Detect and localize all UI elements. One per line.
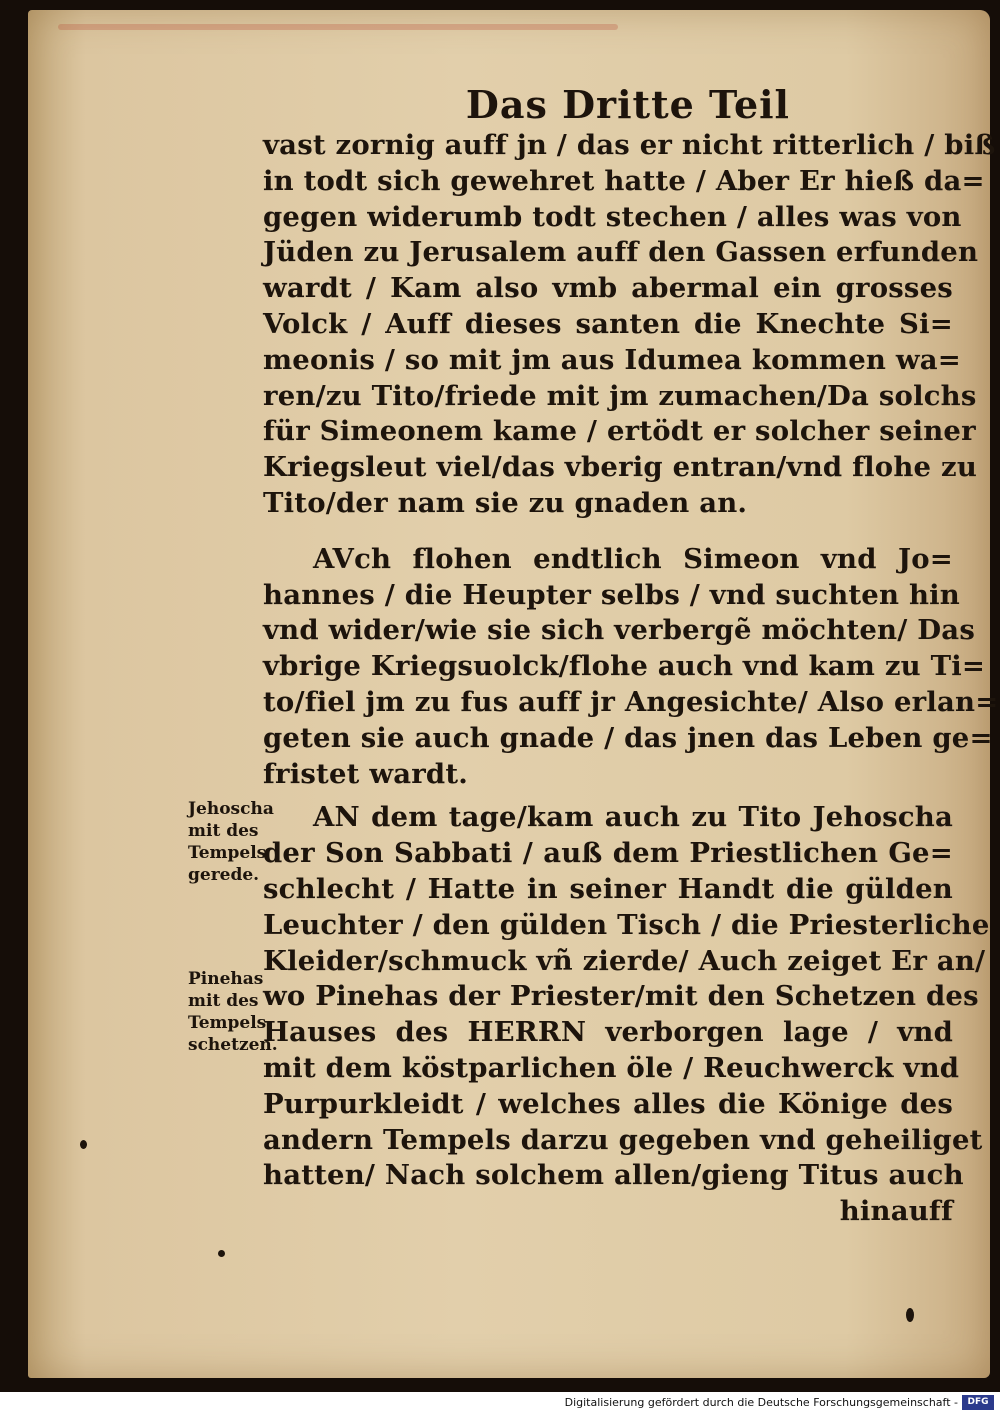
ink-speck — [80, 1140, 87, 1149]
marginal-note-line: Pinehas — [188, 969, 264, 989]
text-line: meonis / so mit jm aus Idumea kommen wa= — [263, 343, 962, 376]
text-line: fristet wardt. — [263, 757, 469, 790]
text-line: Hauses des HERRN verborgen lage / vnd — [263, 1016, 953, 1049]
text-line: mit dem köstparlichen öle / Reuchwerck vnd — [263, 1051, 960, 1084]
text-line: Jüden zu Jerusalem auff den Gassen erfunden — [263, 236, 979, 269]
paragraph-2 — [263, 542, 999, 793]
ink-speck — [218, 1250, 225, 1257]
funding-credit: Digitalisierung gefördert durch die Deutsche Forschungsgemeinschaft - — [564, 1396, 958, 1409]
text-line: Kleider/schmuck vñ zierde/ Auch zeiget Er an/ — [263, 944, 986, 977]
paragraph-gap — [263, 522, 953, 542]
text-line: AVch flohen endtlich Simeon vnd Jo= — [313, 542, 953, 575]
text-line: der Son Sabbati / auß dem Priestlichen Ge= — [263, 837, 953, 870]
ink-speck — [906, 1308, 914, 1322]
text-line: to/fiel jm zu fus auff jr Angesichte/ Also erlan= — [263, 685, 999, 718]
marginal-note-line: Tempels — [188, 843, 267, 863]
text-line: geten sie auch gnade / das jnen das Leben ge= — [263, 721, 993, 754]
marginal-note-line: gerede. — [188, 865, 260, 885]
text-line: ren/zu Tito/friede mit jm zumachen/Da solchs — [263, 379, 977, 412]
text-line: wardt / Kam also vmb abermal ein grosses — [263, 272, 953, 305]
text-line: vnd wider/wie sie sich verbergẽ möchten/ Das — [263, 614, 975, 647]
text-line: hatten/ Nach solchem allen/gieng Titus auch — [263, 1159, 964, 1192]
marginal-note-line: mit des — [188, 991, 259, 1011]
text-line: andern Tempels darzu gegeben vnd geheiliget — [263, 1123, 983, 1156]
main-text-column — [263, 128, 999, 1230]
text-line: hannes / die Heupter selbs / vnd suchten hin — [263, 578, 960, 611]
dfg-logo: DFG — [962, 1395, 994, 1410]
text-line: schlecht / Hatte in seiner Handt die gülden — [263, 872, 953, 905]
text-line: vbrige Kriegsuolck/flohe auch vnd kam zu Ti= — [263, 650, 986, 683]
text-line: AN dem tage/kam auch zu Tito Jehoscha — [313, 801, 953, 834]
paragraph-3 — [263, 800, 990, 1194]
text-line: Purpurkleidt / welches alles die Könige des — [263, 1087, 953, 1120]
footer-bar — [0, 1392, 1000, 1414]
paragraph-gap — [263, 792, 953, 800]
marginal-note-line: mit des — [188, 821, 259, 841]
text-line: Kriegsleut viel/das vberig entran/vnd flohe zu — [263, 451, 978, 484]
text-line: Volck / Auff dieses santen die Knechte Si= — [263, 307, 953, 340]
text-line: gegen widerumb todt stechen / alles was von — [263, 200, 962, 233]
catchword: hinauff — [839, 1195, 953, 1228]
text-line: Tito/der nam sie zu gnaden an. — [263, 486, 748, 519]
marginal-note-line: Jehoscha — [188, 799, 274, 819]
running-title: Das Dritte Teil — [465, 82, 790, 127]
text-line: wo Pinehas der Priester/mit den Schetzen des — [263, 980, 979, 1013]
text-line: vast zornig auff jn / das er nicht ritterlich / biß — [263, 129, 996, 161]
text-line: für Simeonem kame / ertödt er solcher seiner — [263, 415, 976, 448]
marginal-note-line: Tempels — [188, 1013, 267, 1033]
text-line: in todt sich gewehret hatte / Aber Er hieß da= — [263, 164, 985, 197]
marginal-note-line: schetzen. — [188, 1035, 278, 1055]
paragraph-1 — [263, 128, 996, 522]
text-line: Leuchter / den gülden Tisch / die Priesterliche — [263, 908, 990, 941]
